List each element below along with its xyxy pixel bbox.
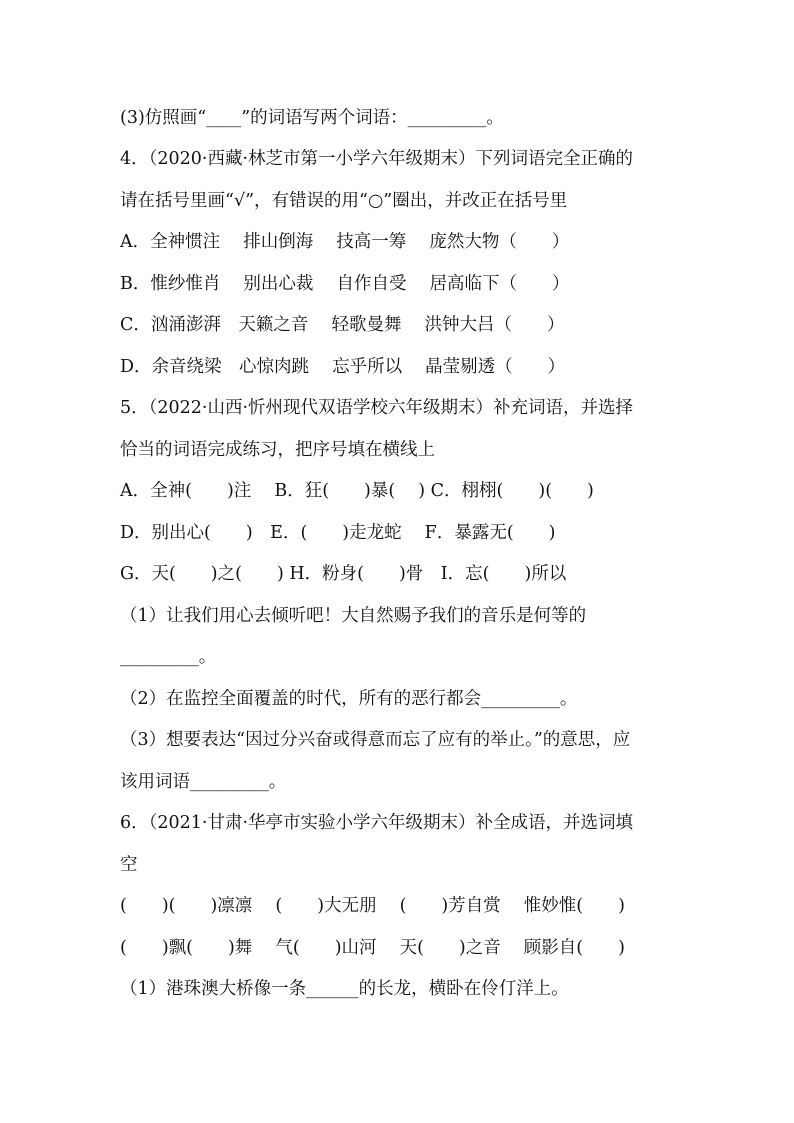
q5-sub3-cont: 该用词语_________。 [120,772,287,792]
q6-sub1: （1）港珠澳大桥像一条______的长龙，横卧在伶仃洋上。 [120,979,569,999]
q4-option-a: A．全神惯注 排山倒海 技高一筹 庞然大物（ ） [120,232,570,252]
q5-sub1-blank: _________。 [120,647,217,667]
q5-options-ghi: G．天( )之( ) H．粉身( )骨 I．忘( )所以 [120,564,567,584]
q4-option-c: C．汹涌澎湃 天籁之音 轻歌曼舞 洪钟大吕（ ） [120,315,565,335]
q6-title-cont: 空 [120,855,138,875]
q3-imitation-line: (3)仿照画“____”的词语写两个词语：_________。 [120,108,504,128]
q4-title: 4．（2020·西藏·林芝市第一小学六年级期末）下列词语完全正确的 [120,149,634,169]
q4-option-b: B．惟纱惟肖 别出心裁 自作自受 居高临下（ ） [120,274,570,294]
q5-sub1: （1）让我们用心去倾听吧！大自然赐予我们的音乐是何等的 [120,606,587,626]
q5-sub2: （2）在监控全面覆盖的时代，所有的恶行都会_________。 [120,689,578,709]
q6-idioms-row2: ( )飘( )舞 气( )山河 天( )之音 顾影自( ) [120,938,625,958]
q5-title: 5．（2022·山西·忻州现代双语学校六年级期末）补充词语，并选择 [120,398,634,418]
q4-instruction: 请在括号里画“√”，有错误的用“○”圈出，并改正在括号里 [120,191,568,211]
q6-idioms-row1: ( )( )凛凛 ( )大无朋 ( )芳自赏 惟妙惟( ) [120,896,625,916]
q5-options-abc: A．全神( )注 B．狂( )暴( ) C．栩栩( )( ) [120,481,594,501]
q6-title: 6．（2021·甘肃·华亭市实验小学六年级期末）补全成语，并选词填 [120,813,634,833]
q4-option-d: D．余音绕梁 心惊肉跳 忘乎所以 晶莹剔透（ ） [120,357,566,377]
q5-options-def: D．别出心( ) E．( )走龙蛇 F．暴露无( ) [120,523,556,543]
q5-instruction: 恰当的词语完成练习，把序号填在横线上 [120,440,435,460]
q5-sub3: （3）想要表达“因过分兴奋或得意而忘了应有的举止。”的意思，应 [120,730,631,750]
